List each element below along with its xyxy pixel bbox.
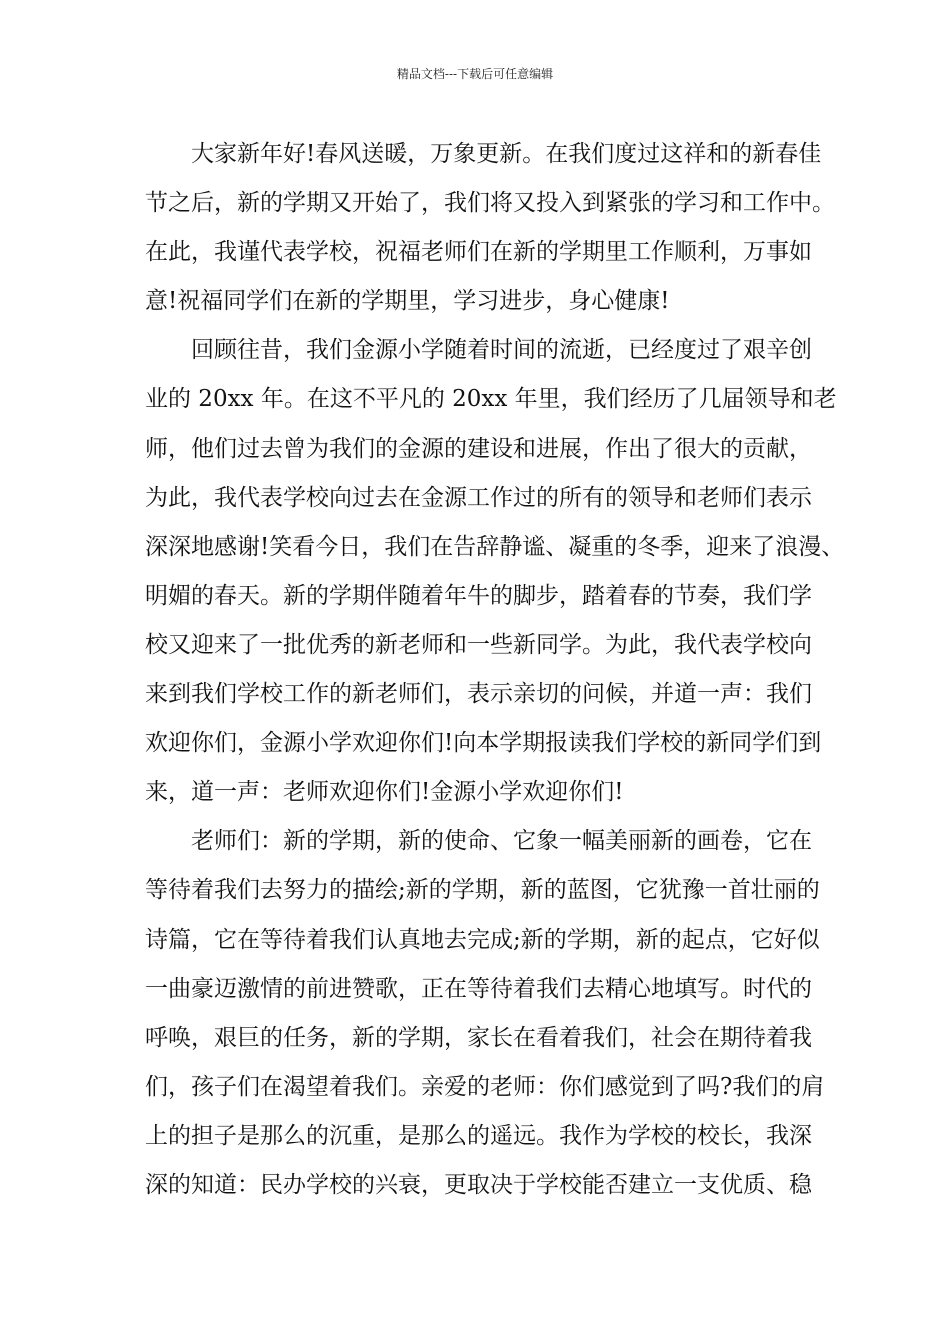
document-body <box>145 130 845 1210</box>
text-line: 老师们：新的学期，新的使命、它象一幅美丽新的画卷，它在 <box>191 828 812 855</box>
text-line: 意!祝福同学们在新的学期里，学习进步，身心健康! <box>145 288 670 315</box>
text-line: 呼唤，艰巨的任务，新的学期，家长在看着我们，社会在期待着我 <box>145 1024 812 1051</box>
text-line: 欢迎你们，金源小学欢迎你们!向本学期报读我们学校的新同学们到 <box>145 730 822 757</box>
text-line: 为此，我代表学校向过去在金源工作过的所有的领导和老师们表示 <box>145 484 812 511</box>
text-line: 上的担子是那么的沉重，是那么的遥远。我作为学校的校长，我深 <box>145 1122 812 1149</box>
text-line: 回顾往昔，我们金源小学随着时间的流逝，已经度过了艰辛创 <box>191 337 812 364</box>
text-line: 来到我们学校工作的新老师们，表示亲切的问候，并道一声：我们 <box>145 681 812 708</box>
text-line: 明媚的春天。新的学期伴随着年牛的脚步，踏着春的节奏，我们学 <box>145 582 812 609</box>
page-header: 精品文档---下载后可任意编辑 <box>396 67 554 81</box>
text-line: 师，他们过去曾为我们的金源的建设和进展，作出了很大的贡献， <box>145 435 812 462</box>
text-line: 节之后，新的学期又开始了，我们将又投入到紧张的学习和工作中。 <box>145 190 835 217</box>
text-line: 业的 20xx 年。在这不平凡的 20xx 年里，我们经历了几届领导和老 <box>145 386 837 413</box>
text-line: 诗篇，它在等待着我们认真地去完成;新的学期，新的起点，它好似 <box>145 926 820 953</box>
text-line: 深的知道：民办学校的兴衰，更取决于学校能否建立一支优质、稳 <box>145 1171 812 1198</box>
text-line: 校又迎来了一批优秀的新老师和一些新同学。为此，我代表学校向 <box>145 631 812 658</box>
text-line: 来，道一声：老师欢迎你们!金源小学欢迎你们! <box>145 779 624 806</box>
text-line: 大家新年好!春风送暖，万象更新。在我们度过这祥和的新春佳 <box>191 141 822 167</box>
text-line: 等待着我们去努力的描绘;新的学期，新的蓝图，它犹豫一首壮丽的 <box>145 877 820 904</box>
text-line: 深深地感谢!笑看今日，我们在告辞静谧、凝重的冬季，迎来了浪漫、 <box>145 533 845 560</box>
text-line: 在此，我谨代表学校，祝福老师们在新的学期里工作顺利，万事如 <box>145 239 812 266</box>
text-line: 们，孩子们在渴望着我们。亲爱的老师：你们感觉到了吗?我们的肩 <box>145 1073 825 1100</box>
text-line: 一曲豪迈激情的前进赞歌，正在等待着我们去精心地填写。时代的 <box>145 975 812 1002</box>
